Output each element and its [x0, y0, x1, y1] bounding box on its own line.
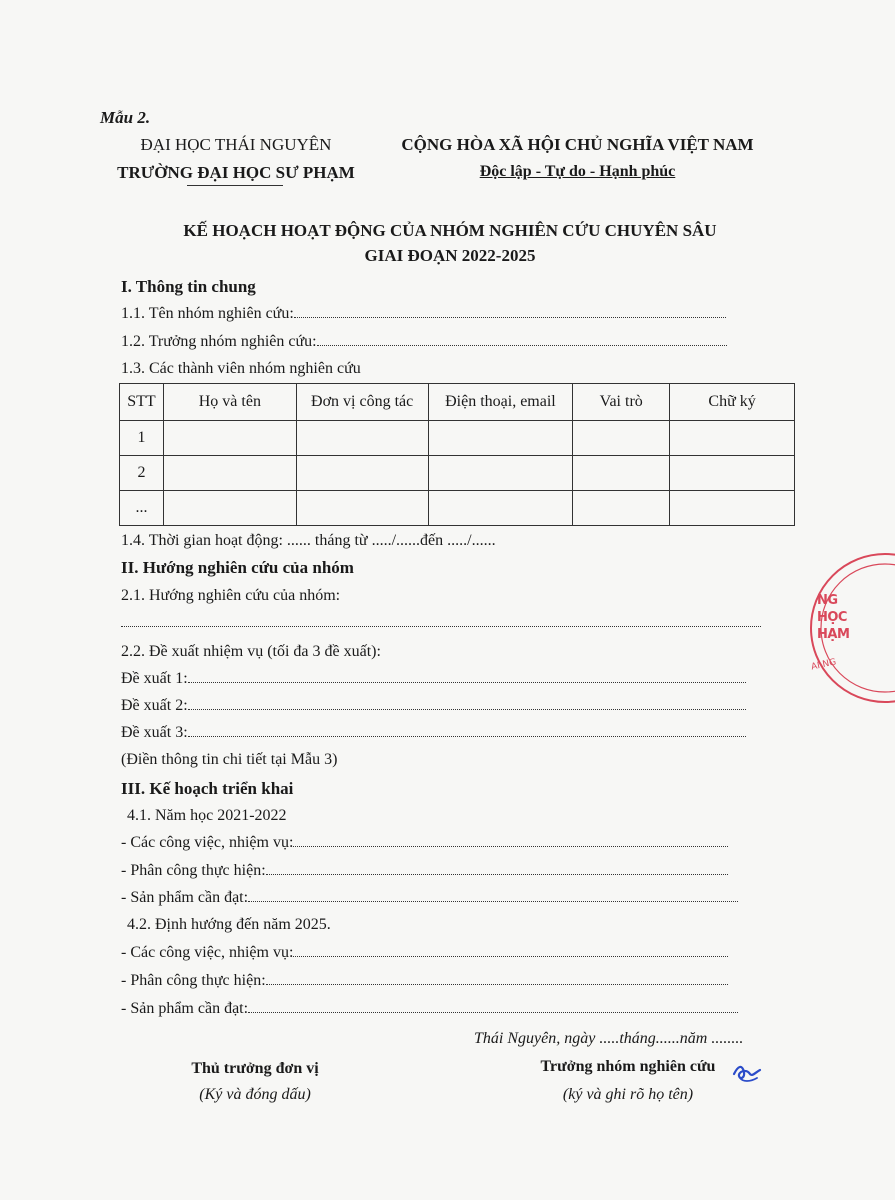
product-field-1: [121, 889, 738, 907]
table-cell[interactable]: [573, 421, 670, 456]
section-2-heading: II. Hướng nghiên cứu của nhóm: [121, 558, 354, 577]
document-title: KẾ HOẠCH HOẠT ĐỘNG CỦA NHÓM NGHIÊN CỨU CHUYÊN SÂU: [183, 221, 717, 240]
proposal-1-blank[interactable]: [188, 670, 746, 683]
product-field-2: [121, 1000, 738, 1018]
year-2021-label: 4.1. Năm học 2021-2022: [127, 807, 287, 824]
assign-label: - Phân công thực hiện:: [121, 862, 266, 879]
table-cell[interactable]: [428, 491, 573, 526]
date-line: Thái Nguyên, ngày .....tháng......năm ........: [474, 1030, 744, 1047]
product-blank[interactable]: [248, 889, 738, 902]
row-index: 2: [120, 456, 164, 491]
table-cell[interactable]: [428, 421, 573, 456]
unit-head-note: (Ký và đóng dấu): [199, 1086, 311, 1103]
unit-head-title: Thủ trưởng đơn vị: [191, 1060, 319, 1077]
col-header-name: Họ và tên: [163, 384, 296, 421]
red-stamp: [805, 548, 895, 708]
university-name: ĐẠI HỌC THÁI NGUYÊN: [140, 135, 332, 154]
school-underline: [187, 185, 283, 186]
table-cell[interactable]: [163, 456, 296, 491]
col-header-signature: Chữ ký: [670, 384, 795, 421]
section-3-heading: III. Kế hoạch triển khai: [121, 779, 294, 798]
year-2025-label: 4.2. Định hướng đến năm 2025.: [127, 916, 331, 933]
table-cell[interactable]: [670, 456, 795, 491]
tasks-field-1: [121, 834, 728, 852]
table-row: [120, 491, 795, 526]
proposal-3-blank[interactable]: [188, 724, 746, 737]
col-header-role: Vai trò: [573, 384, 670, 421]
group-name-label: 1.1. Tên nhóm nghiên cứu:: [121, 305, 294, 322]
group-leader-field: [121, 333, 727, 351]
stamp-bottom-text: AI NG: [810, 657, 838, 673]
group-leader-note: (ký và ghi rõ họ tên): [562, 1086, 694, 1103]
table-cell[interactable]: [163, 421, 296, 456]
table-cell[interactable]: [573, 491, 670, 526]
assign-field-1: [121, 862, 728, 880]
proposals-label: 2.2. Đề xuất nhiệm vụ (tối đa 3 đề xuất):: [121, 643, 381, 660]
table-cell[interactable]: [296, 491, 428, 526]
proposal-note: (Điền thông tin chi tiết tại Mẫu 3): [121, 751, 338, 768]
assign-field-2: [121, 972, 728, 990]
row-index: ...: [120, 491, 164, 526]
group-name-field: [121, 305, 726, 323]
proposal-1-field: [121, 670, 746, 688]
school-name: TRƯỜNG ĐẠI HỌC SƯ PHẠM: [117, 163, 355, 182]
country-name: CỘNG HÒA XÃ HỘI CHỦ NGHĨA VIỆT NAM: [401, 135, 754, 154]
members-label: 1.3. Các thành viên nhóm nghiên cứu: [121, 360, 361, 377]
members-table: [119, 383, 795, 526]
table-cell[interactable]: [573, 456, 670, 491]
assign-blank[interactable]: [266, 862, 728, 875]
product-blank[interactable]: [248, 1000, 738, 1013]
document-period: GIAI ĐOẠN 2022-2025: [364, 246, 536, 265]
tasks-blank[interactable]: [293, 944, 728, 957]
product-label: - Sản phẩm cần đạt:: [121, 889, 249, 906]
table-row: [120, 421, 795, 456]
assign-label: - Phân công thực hiện:: [121, 972, 266, 989]
tasks-blank[interactable]: [293, 834, 728, 847]
table-cell[interactable]: [296, 421, 428, 456]
table-cell[interactable]: [670, 491, 795, 526]
research-direction-field: [121, 614, 761, 632]
tasks-label: - Các công việc, nhiệm vụ:: [121, 944, 294, 961]
group-name-blank[interactable]: [294, 305, 726, 318]
tasks-field-2: [121, 944, 728, 962]
motto: Độc lập - Tự do - Hạnh phúc: [479, 163, 676, 180]
table-row: [120, 456, 795, 491]
research-direction-label: 2.1. Hướng nghiên cứu của nhóm:: [121, 587, 341, 604]
assign-blank[interactable]: [266, 972, 728, 985]
table-header-row: [120, 384, 795, 421]
row-index: 1: [120, 421, 164, 456]
activity-time-field: 1.4. Thời gian hoạt động: ...... tháng từ ...../......đến ...../......: [121, 532, 496, 549]
col-header-unit: Đơn vị công tác: [296, 384, 428, 421]
group-leader-label: 1.2. Trưởng nhóm nghiên cứu:: [121, 333, 317, 350]
proposal-3-field: [121, 724, 746, 742]
signature-mark: [730, 1058, 762, 1086]
col-header-stt: STT: [120, 384, 164, 421]
group-leader-blank[interactable]: [317, 333, 727, 346]
col-header-contact: Điện thoại, email: [428, 384, 573, 421]
proposal-2-blank[interactable]: [188, 697, 746, 710]
table-cell[interactable]: [670, 421, 795, 456]
tasks-label: - Các công việc, nhiệm vụ:: [121, 834, 294, 851]
product-label: - Sản phẩm cần đạt:: [121, 1000, 249, 1017]
table-cell[interactable]: [428, 456, 573, 491]
proposal-3-label: Đề xuất 3:: [121, 724, 188, 741]
group-leader-title: Trưởng nhóm nghiên cứu: [540, 1058, 716, 1075]
section-1-heading: I. Thông tin chung: [121, 277, 256, 296]
table-cell[interactable]: [163, 491, 296, 526]
research-direction-blank[interactable]: [121, 614, 761, 627]
proposal-1-label: Đề xuất 1:: [121, 670, 188, 687]
form-label: Mẫu 2.: [100, 108, 151, 127]
table-cell[interactable]: [296, 456, 428, 491]
proposal-2-field: [121, 697, 746, 715]
proposal-2-label: Đề xuất 2:: [121, 697, 188, 714]
stamp-text: NG HỌC HẠM: [817, 593, 850, 642]
